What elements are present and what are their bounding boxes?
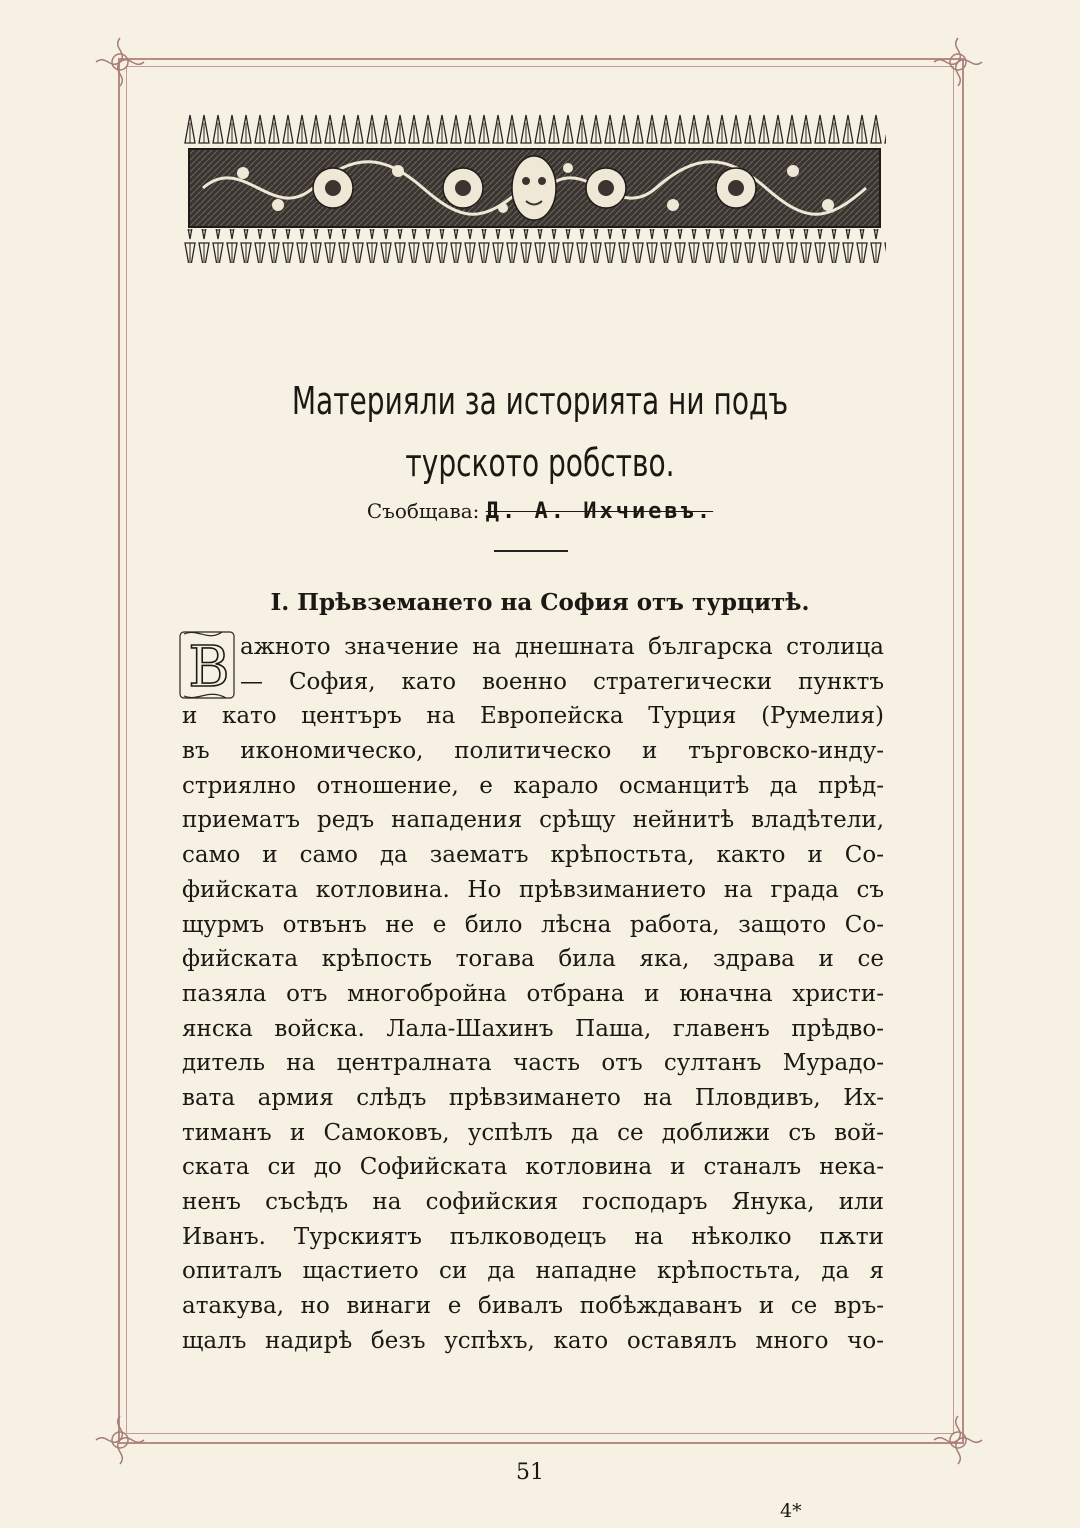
decorative-headpiece <box>183 113 886 263</box>
section-heading: I. Прѣвземането на София отъ турцитѣ. <box>270 589 810 616</box>
text-line: — София, като военно стратегически пунктъ <box>240 668 884 695</box>
text-line: опиталъ щастието си да нападне крѣпостьта, да я <box>182 1258 884 1285</box>
corner-ornament-bottom-right <box>930 1412 986 1468</box>
byline-label: Съобщава: <box>366 499 480 523</box>
corner-ornament-top-right <box>930 34 986 90</box>
corner-ornament-bottom-left <box>92 1412 148 1468</box>
text-line: атакува, но винаги е бивалъ побѣждаванъ и се връ- <box>182 1293 884 1320</box>
text-line: фийската крѣпость тогава била яка, здрава и се <box>182 946 884 973</box>
text-line: фийската котловина. Но прѣвзиманието на града съ <box>182 876 884 903</box>
body-text <box>182 630 884 1358</box>
text-line: тиманъ и Самоковъ, успѣлъ да се доближи съ вой- <box>182 1119 884 1146</box>
drop-cap-letter: В <box>188 635 230 700</box>
text-line: ската си до Софийската котловина и станалъ нека- <box>182 1154 884 1181</box>
article-title-line-1: Материяли за историята ни подъ <box>291 379 789 423</box>
text-line: приематъ редъ нападения срѣщу нейнитѣ владѣтели, <box>182 807 884 834</box>
text-line: вата армия слѣдъ прѣвзимането на Пловдивъ, Их- <box>182 1084 884 1111</box>
text-line: само и само да заематъ крѣпостьта, както и Со- <box>182 842 884 869</box>
text-line: щурмъ отвънъ не е било лѣсна работа, защото Со- <box>182 911 884 938</box>
byline <box>300 497 780 526</box>
text-line: и като центъръ на Европейска Турция (Румелия) <box>182 703 884 730</box>
corner-ornament-top-left <box>92 34 148 90</box>
text-line: ажното значение на днешната българска столица <box>240 634 884 660</box>
text-line: въ икономическо, политическо и търговско-инду- <box>182 738 884 765</box>
text-line: Иванъ. Турскиятъ пълководецъ на нѣколко пѫти <box>182 1223 884 1250</box>
article-title <box>212 370 868 494</box>
title-rule-divider <box>494 550 568 552</box>
text-line: пазяла отъ многобройна отбрана и юначна христи- <box>182 980 884 1007</box>
text-line: янска войска. Лала-Шахинъ Паша, главенъ прѣдво- <box>182 1015 884 1042</box>
byline-author: Д. А. Ихчиевъ. <box>485 499 714 524</box>
page-number: 51 <box>516 1460 544 1485</box>
text-line: ненъ съсѣдъ на софийския господаръ Янука, или <box>182 1189 884 1215</box>
signature-mark: 4* <box>780 1500 802 1522</box>
text-line: стриялно отношение, е карало османцитѣ да прѣд- <box>182 772 884 799</box>
text-line: дитель на централната часть отъ султанъ Мурадо- <box>182 1050 884 1077</box>
text-line: щалъ надирѣ безъ успѣхъ, като оставялъ много чо- <box>182 1327 884 1354</box>
article-title-line-2: турското робство. <box>405 441 675 485</box>
